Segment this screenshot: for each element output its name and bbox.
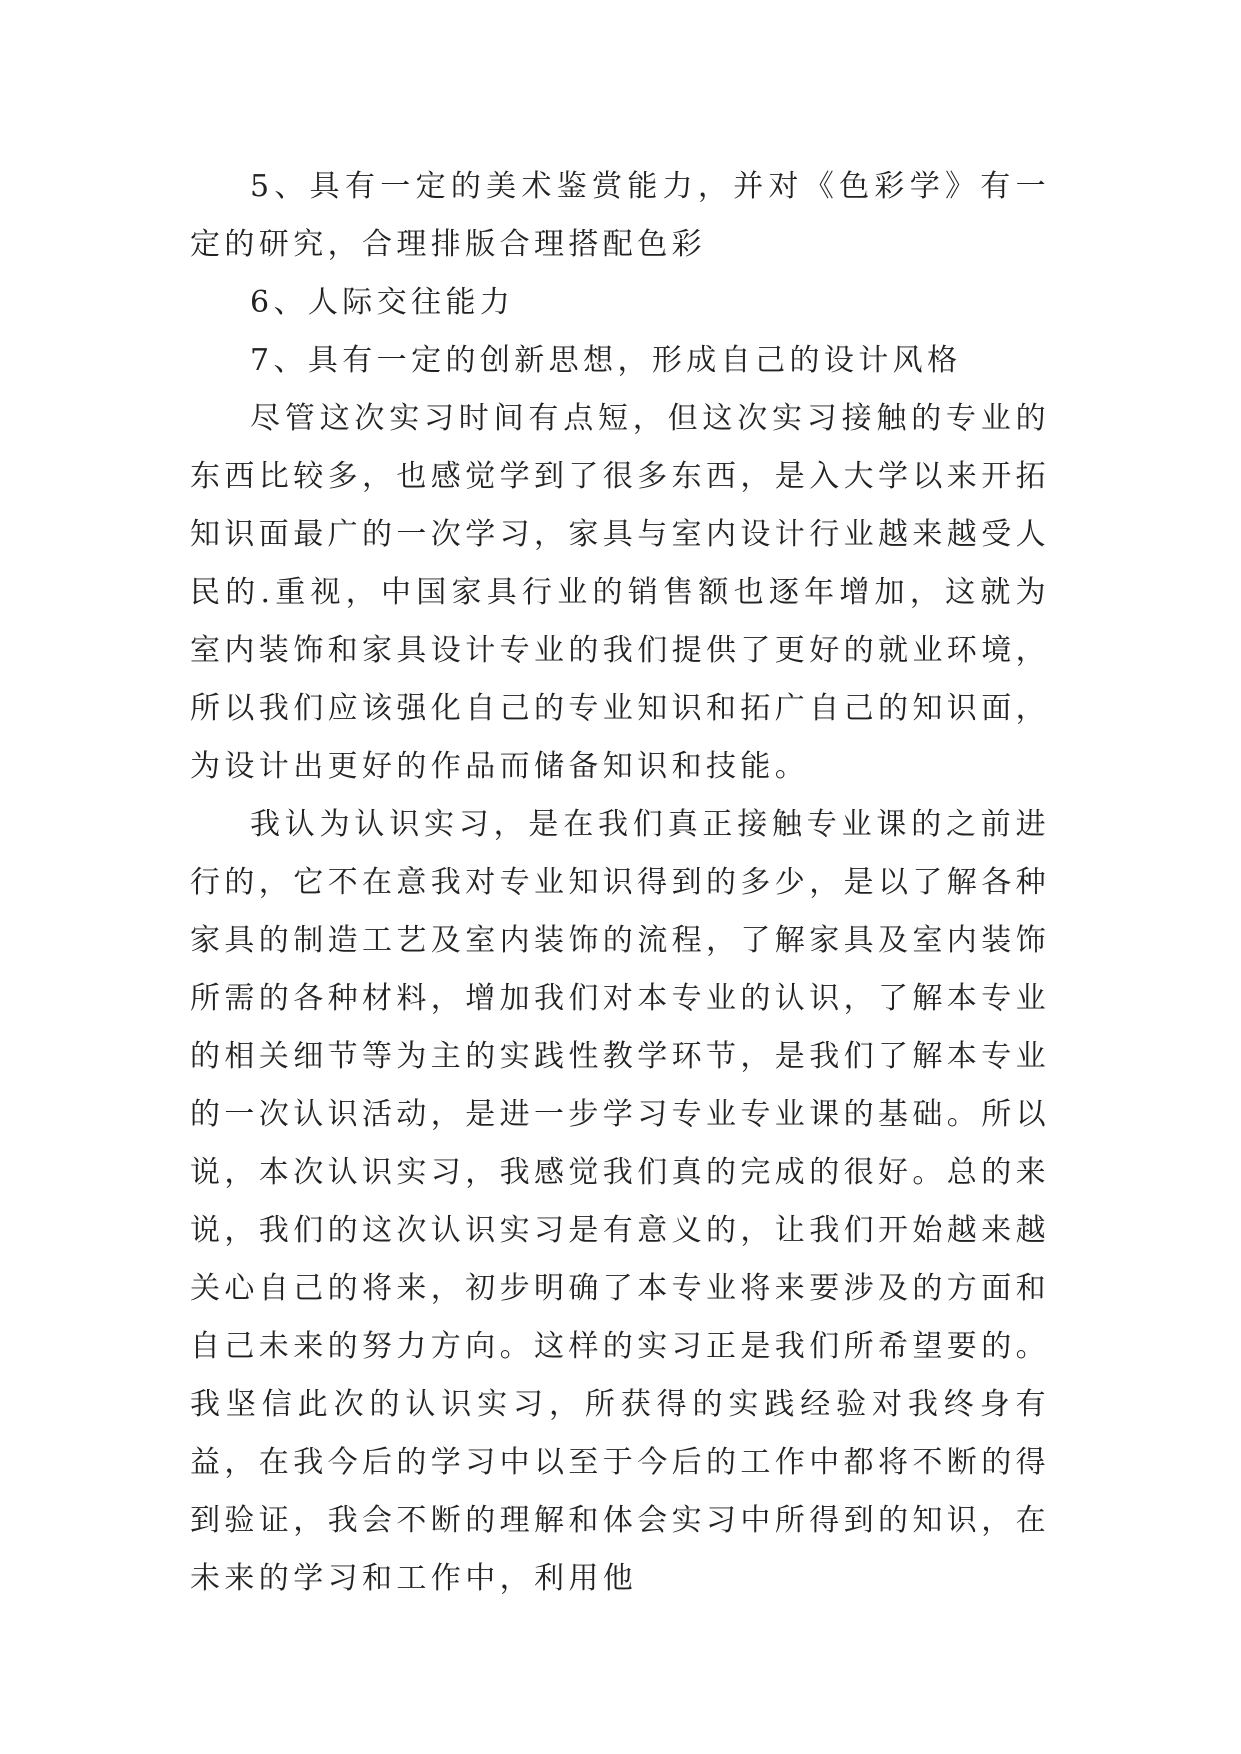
paragraph-internship-summary: 尽管这次实习时间有点短，但这次实习接触的专业的东西比较多，也感觉学到了很多东西，是入大学以来开拓知识面最广的一次学习，家具与室内设计行业越来越受人民的.重视，中国家具行业的销售额也逐年增加，这就为室内装饰和家具设计专业的我们提供了更好的就业环境，所以我们应该强化自己的专业知识和拓广自己的知识面，为设计出更好的作品而储备知识和技能。 bbox=[190, 401, 1050, 784]
document-body bbox=[190, 158, 1050, 1608]
paragraph-internship-reflection: 我认为认识实习，是在我们真正接触专业课的之前进行的，它不在意我对专业知识得到的多少，是以了解各种家具的制造工艺及室内装饰的流程，了解家具及室内装饰所需的各种材料，增加我们对本专业的认识，了解本专业的相关细节等为主的实践性教学环节，是我们了解本专业的一次认识活动，是进一步学习专业专业课的基础。所以说，本次认识实习，我感觉我们真的完成的很好。总的来说，我们的这次认识实习是有意义的，让我们开始越来越关心自己的将来，初步明确了本专业将来要涉及的方面和自己未来的努力方向。这样的实习正是我们所希望要的。我坚信此次的认识实习，所获得的实践经验对我终身有益，在我今后的学习中以至于今后的工作中都将不断的得到验证，我会不断的理解和体会实习中所得到的知识，在未来的学习和工作中，利用他 bbox=[190, 807, 1050, 1596]
paragraph-item-5: 5、具有一定的美术鉴赏能力，并对《色彩学》有一定的研究，合理排版合理搭配色彩 bbox=[190, 169, 1050, 262]
paragraph-item-7: 7、具有一定的创新思想，形成自己的设计风格 bbox=[250, 343, 962, 378]
paragraph-item-6: 6、人际交往能力 bbox=[250, 285, 515, 320]
